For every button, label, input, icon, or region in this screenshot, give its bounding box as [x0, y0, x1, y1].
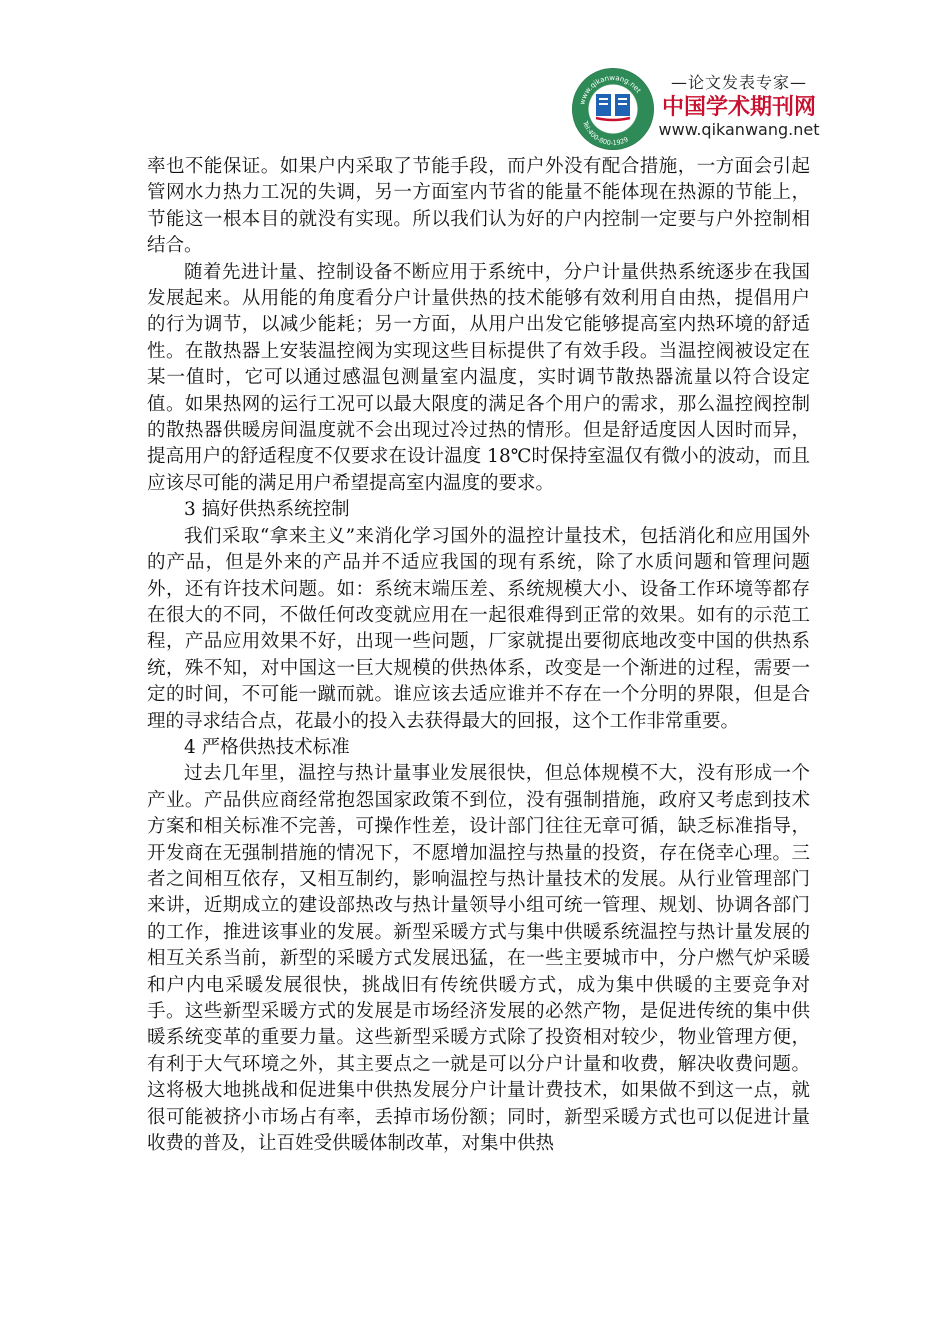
- paragraph-2: 随着先进计量、控制设备不断应用于系统中，分户计量供热系统逐步在我国发展起来。从用能的角度看分户计量供热的技术能够有效利用自由热，提倡用户的行为调节，以减少能耗；另一方面，从用户出发它能够提高室内热环境的舒适性。在散热器上安装温控阀为实现这些目标提供了有效手段。当温控阀被设定在某一值时，它可以通过感温包测量室内温度，实时调节散热器流量以符合设定值。如果热网的运行工况可以最大限度的满足各个用户的需求，那么温控阀控制的散热器供暖房间温度就不会出现过冷过热的情形。但是舒适度因人因时而异，提高用户的舒适程度不仅要求在设计温度 18℃时保持室温仅有微小的波动，而且应该尽可能的满足用户希望提高室内温度的要求。: [147, 261, 810, 494]
- logo-tagline: —论文发表专家—: [670, 73, 807, 92]
- book-icon: [593, 92, 633, 122]
- logo-site-name: 中国学术期刊网: [661, 95, 816, 120]
- seal-text-bottom: Tel:400-800-1929: [581, 120, 630, 148]
- logo-url: www.qikanwang.net: [658, 120, 820, 139]
- section-heading-4: 4 严格供热技术标准: [184, 736, 350, 758]
- seal-text-top: www.qikanwang.net: [578, 73, 643, 106]
- seal-emblem: [572, 68, 654, 150]
- paragraph-1: 率也不能保证。如果户内采取了节能手段，而户外没有配合措施，一方面会引起管网水力热力工况的失调，另一方面室内节省的能量不能体现在热源的节能上，节能这一根本目的就没有实现。所以我们认为好的户内控制一定要与户外控制相结合。: [147, 156, 810, 257]
- svg-text:Tel:400-800-1929: [581, 119, 630, 147]
- section-heading-3: 3 搞好供热系统控制: [184, 499, 350, 521]
- article-body: [147, 154, 810, 1157]
- site-logo: [572, 66, 822, 154]
- paragraph-3: 我们采取“拿来主义”来消化学习国外的温控计量技术，包括消化和应用国外的产品，但是外来的产品并不适应我国的现有系统，除了水质问题和管理问题外，还有许技术问题。如：系统末端压差、系统规模大小、设备工作环境等都存在很大的不同，不做任何改变就应用在一起很难得到正常的效果。如有的示范工程，产品应用效果不好，出现一些问题，厂家就提出要彻底地改变中国的供热系统，殊不知，对中国这一巨大规模的供热体系，改变是一个渐进的过程，需要一定的时间，不可能一蹴而就。谁应该去适应谁并不存在一个分明的界限，但是合理的寻求结合点，花最小的投入去获得最大的回报，这个工作非常重要。: [147, 525, 810, 732]
- paragraph-4: 过去几年里，温控与热计量事业发展很快，但总体规模不大，没有形成一个产业。产品供应商经常抱怨国家政策不到位，没有强制措施，政府又考虑到技术方案和相关标准不完善，可操作性差，设计部门往往无章可循，缺乏标准指导，开发商在无强制措施的情况下，不愿增加温控与热量的投资，存在侥幸心理。三者之间相互依存，又相互制约，影响温控与热计量技术的发展。从行业管理部门来讲，近期成立的建设部热改与热计量领导小组可统一管理、规划、协调各部门的工作，推进该事业的发展。新型采暖方式与集中供暖系统温控与热计量发展的相互关系当前，新型的采暖方式发展迅猛，在一些主要城市中，分户燃气炉采暖和户内电采暖发展很快，挑战旧有传统供暖方式，成为集中供暖的主要竞争对手。这些新型采暖方式的发展是市场经济发展的必然产物，是促进传统的集中供暖系统变革的重要力量。这些新型采暖方式除了投资相对较少，物业管理方便，有利于大气环境之外，其主要点之一就是可以分户计量和收费，解决收费问题。这将极大地挑战和促进集中供热发展分户计量计费技术，如果做不到这一点，就很可能被挤小市场占有率，丢掉市场份额；同时，新型采暖方式也可以促进计量收费的普及，让百姓受供暖体制改革，对集中供热: [147, 763, 810, 1155]
